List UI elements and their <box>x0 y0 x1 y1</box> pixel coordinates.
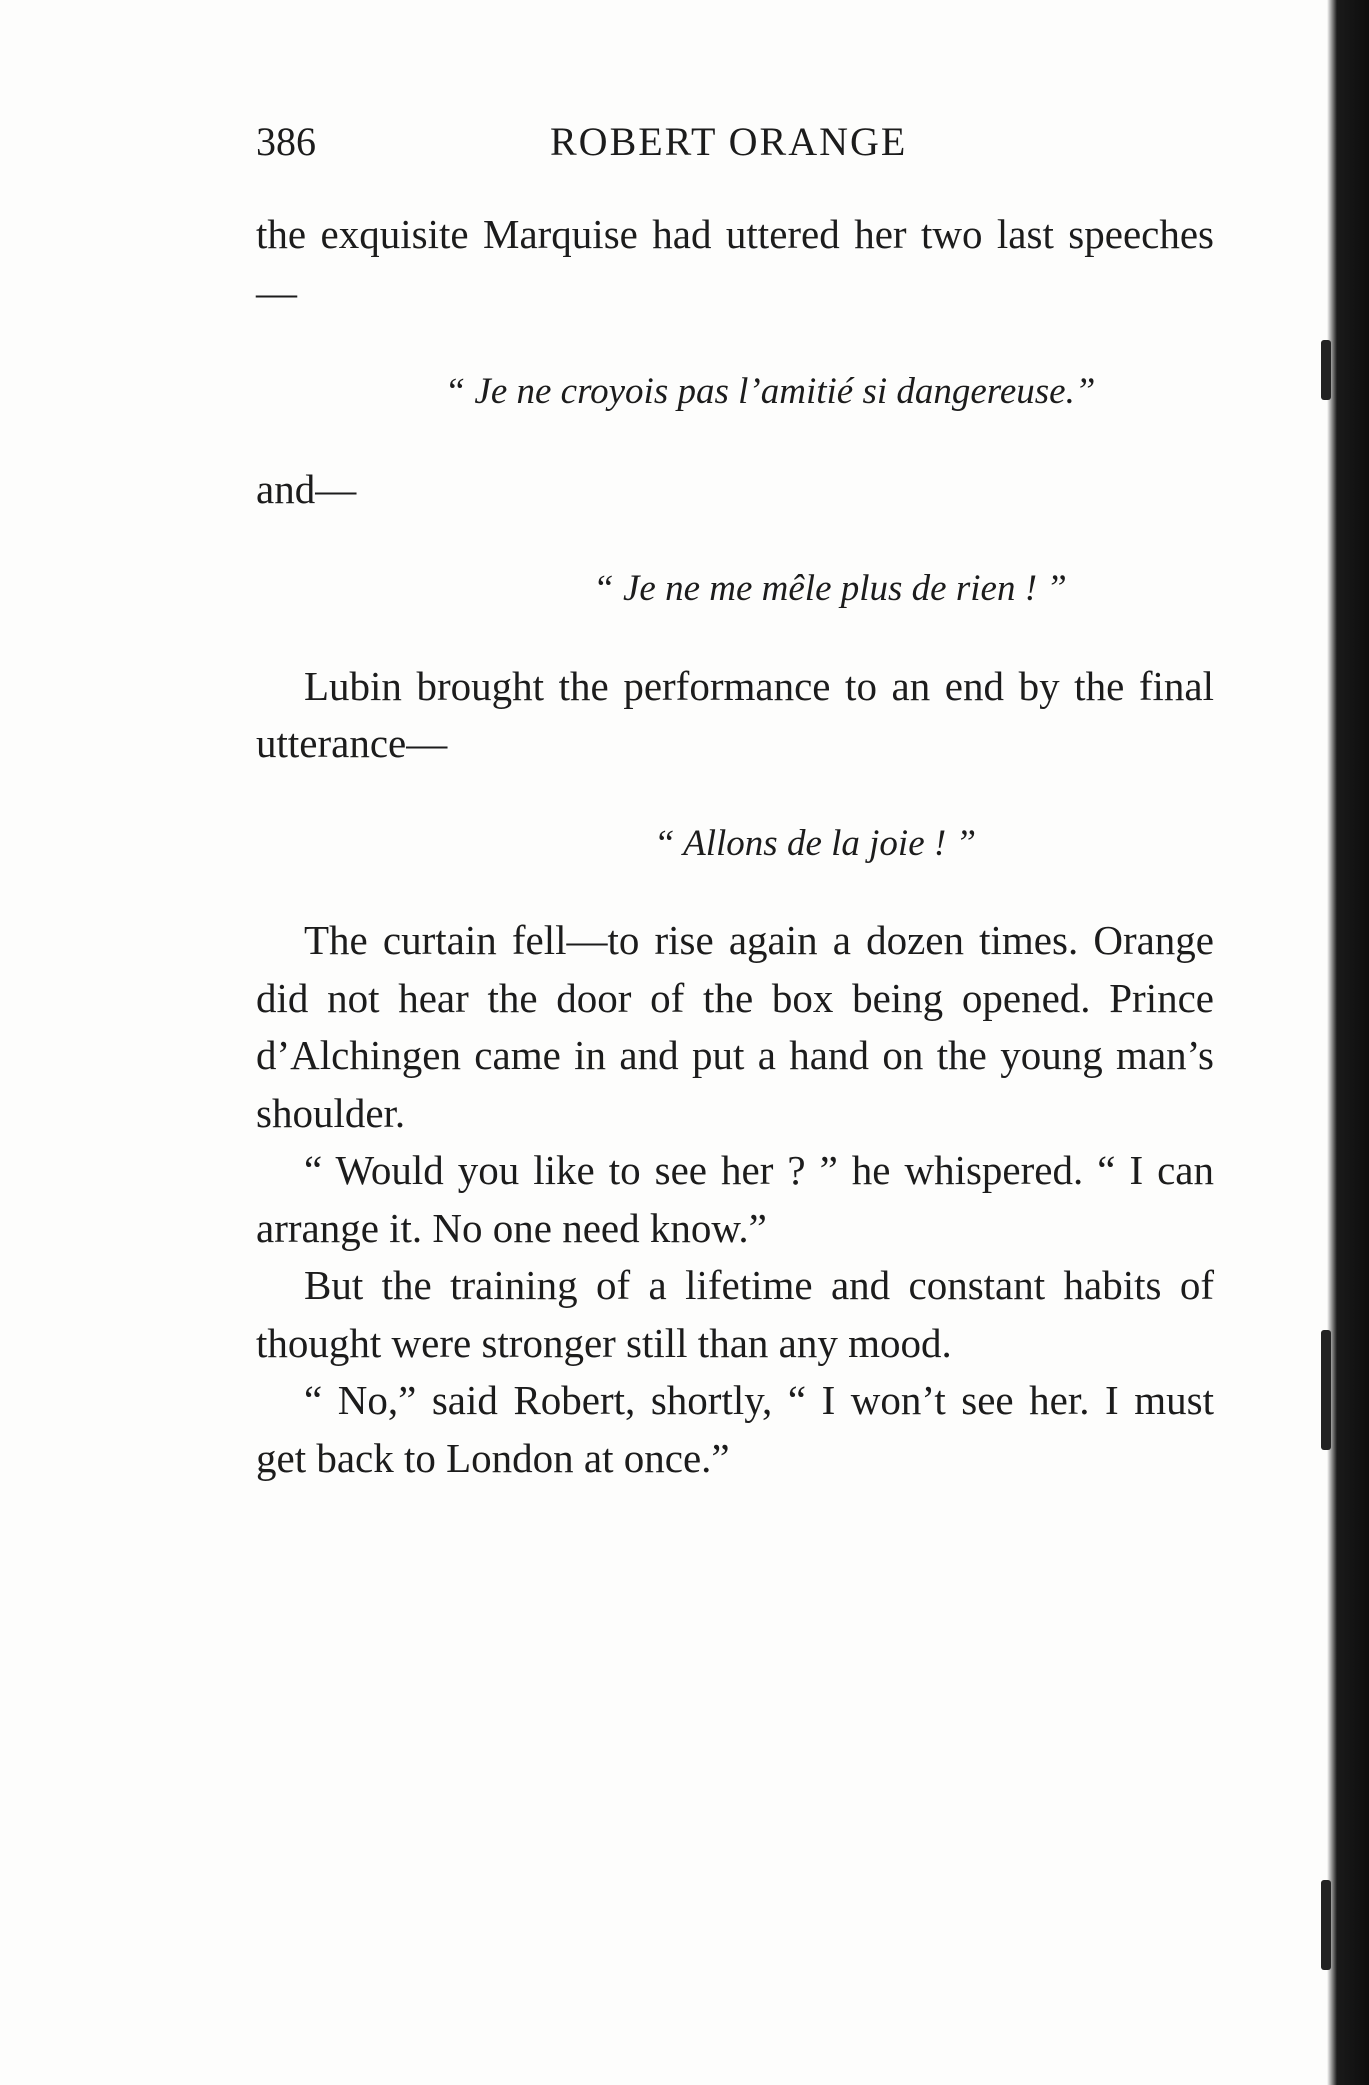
body-text <box>256 206 1214 1487</box>
paragraph: “ No,” said Robert, shortly, “ I won’t see her. I must get back to London at once.” <box>256 1377 1214 1481</box>
page-header <box>256 118 1214 168</box>
paragraph: “ Would you like to see her ? ” he whispered. “ I can arrange it. No one need know.” <box>256 1147 1214 1251</box>
paragraph: Lubin brought the performance to an end by the final utterance— <box>256 662 1214 766</box>
paragraph: the exquisite Marquise had uttered her two last speeches— <box>256 211 1214 315</box>
binding-shadow <box>1327 0 1369 2085</box>
french-quote: “ Je ne croyois pas l’amitié si dangereuse.” <box>444 371 1096 412</box>
scan-speck <box>1321 1880 1331 1970</box>
paragraph: The curtain fell—to rise again a dozen times. Orange did not hear the door of the box being opened. Prince d’Alchingen came in and put a hand on the young man’s shoulder. <box>256 917 1214 1136</box>
page-number: 386 <box>256 119 316 164</box>
paragraph: and— <box>256 465 357 512</box>
scan-speck <box>1321 1330 1331 1450</box>
french-quote: “ Je ne me mêle plus de rien ! ” <box>593 568 1067 609</box>
running-title: ROBERT ORANGE <box>550 119 908 164</box>
scan-speck <box>1321 340 1331 400</box>
paragraph: But the training of a lifetime and constant habits of thought were stronger still than any mood. <box>256 1262 1214 1366</box>
french-quote: “ Allons de la joie ! ” <box>653 822 977 864</box>
